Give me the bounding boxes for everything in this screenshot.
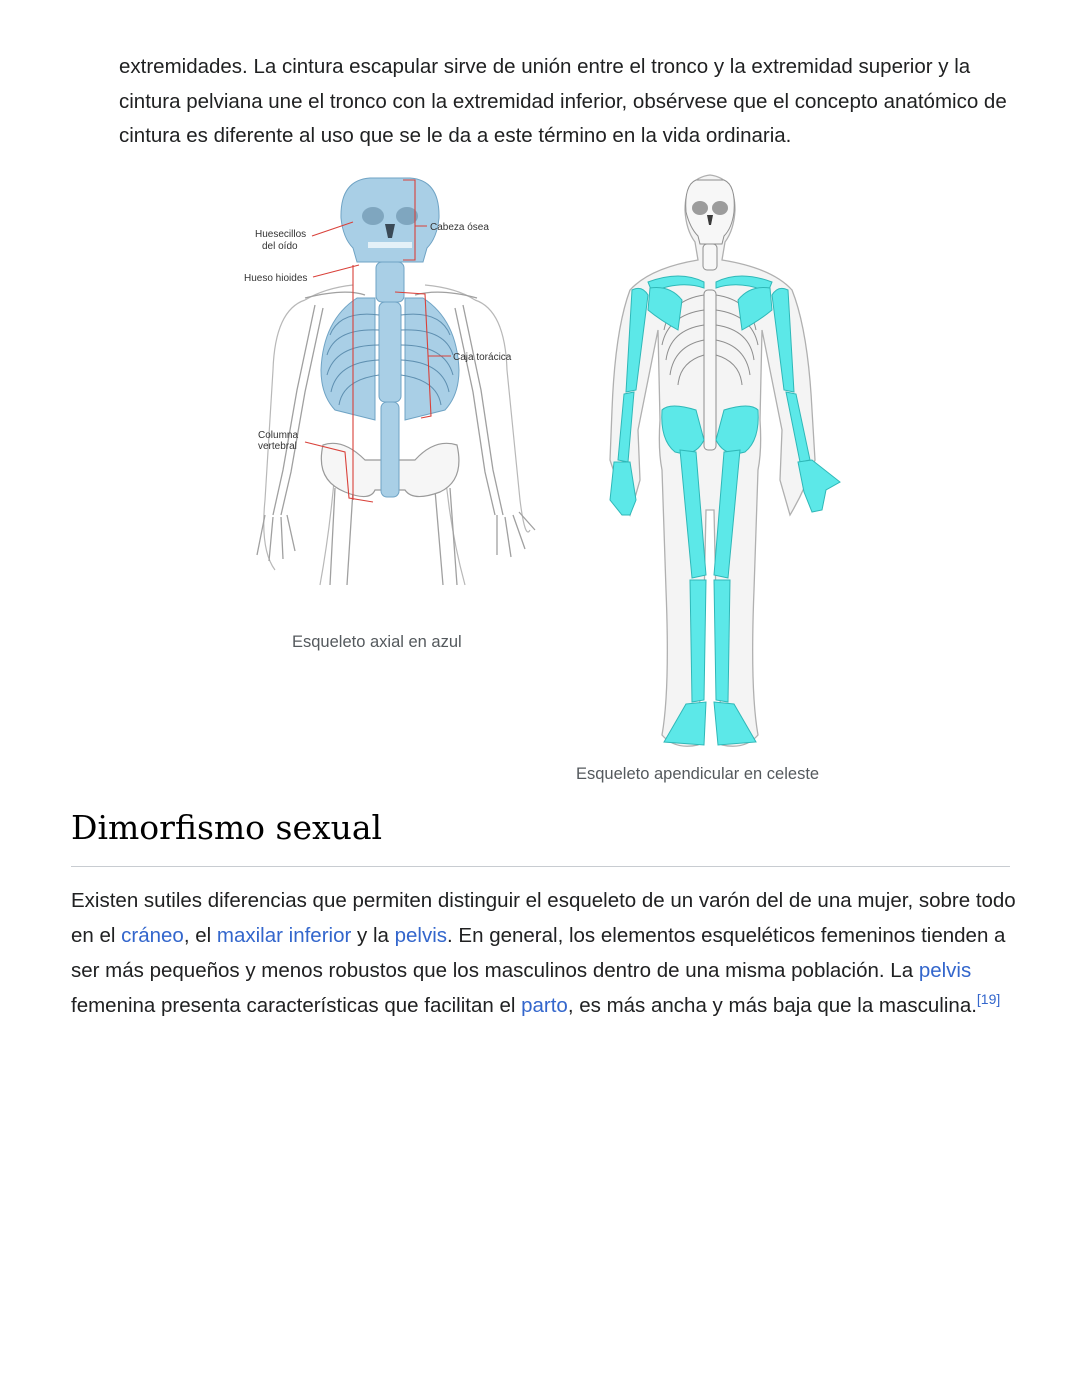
text-run: y la [351,924,395,947]
label-ossicles-2: del oído [262,241,298,252]
link-maxilar-inferior[interactable]: maxilar inferior [216,924,352,947]
link-craneo[interactable]: cráneo [121,924,184,947]
label-spine-2: vertebral [258,441,297,452]
cervical-spine [376,262,404,302]
label-ossicles-1: Huesecillos [255,229,307,240]
appendicular-figure-caption: Esqueleto apendicular en celeste [576,765,820,783]
left-tibia [690,580,706,702]
label-thorax: Caja torácica [453,352,512,363]
right-hand [798,460,840,512]
axial-skeleton-figure[interactable] [235,170,545,590]
axial-figure-caption: Esqueleto axial en azul [292,633,462,651]
text-run: , es más ancha y más baja que la masculina. [567,994,977,1017]
text-run: Existen sutiles diferencias que permiten distinguir el esqueleto de un varón del de una mujer, sobre todo en el [71,889,1016,947]
intro-paragraph: extremidades. La cintura escapular sirve de unión entre el tronco y la extremidad superior y la cintura pelviana une el tronco con la extremidad inferior, obsérvese que el concepto anatómico de cintura es diferente al uso que se le da a este término en la vida ordinaria. [119,55,1007,147]
link-pelvis[interactable]: pelvis [394,924,448,947]
text-run: , el [183,924,217,947]
reference-19[interactable]: [19] [976,991,1001,1008]
label-skull: Cabeza ósea [430,222,489,233]
appendicular-skeleton-figure[interactable] [600,170,870,760]
heading-divider [71,866,1010,867]
label-hyoid: Hueso hioides [244,273,308,284]
sternum [379,302,401,402]
right-tibia [714,580,730,702]
link-parto[interactable]: parto [521,994,568,1017]
text-run: femenina presenta características que facilitan el [71,994,522,1017]
section-heading: Dimorfismo sexual [71,808,383,847]
text-run: . En general, los elementos esqueléticos femeninos tienden a ser más pequeños y menos robustos que los masculinos dentro de una misma población. La [71,924,1006,982]
link-pelvis-2[interactable]: pelvis [918,959,972,982]
label-spine-1: Columna [258,430,299,441]
lumbar-spine [381,402,399,497]
skull [341,178,439,262]
section-paragraph [71,883,1021,1023]
